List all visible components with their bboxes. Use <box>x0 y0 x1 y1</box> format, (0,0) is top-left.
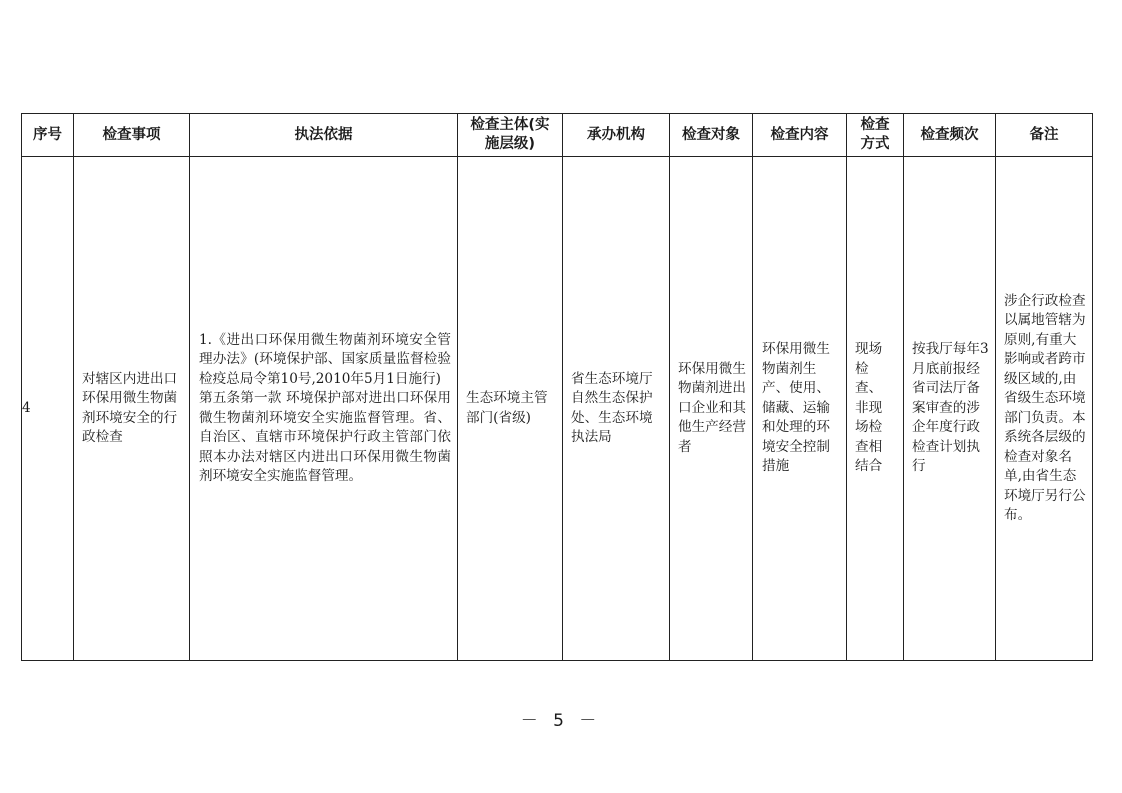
header-method-label: 检查方式 <box>860 117 890 152</box>
cell-item <box>74 157 190 661</box>
table-row <box>22 157 1093 661</box>
cell-method-text: 现场检查、非现场检查相结合 <box>855 341 883 475</box>
cell-remark-text: 涉企行政检查以属地管辖为原则,有重大影响或者跨市级区域的,由省级生态环境部门负责。本系统各层级的检查对象名单,由省生态环境厅另行公布。 <box>1004 292 1086 523</box>
cell-subject-text: 生态环境主管部门(省级) <box>466 390 548 426</box>
cell-target <box>670 157 753 661</box>
basis-article: 第五条第一款 环境保护部对进出口环保用微生物菌剂环境安全实施监督管理。省、自治区、直辖市环境保护行政主管部门依照本办法对辖区内进出口环保用微生物菌剂环境安全实施监督管理。 <box>199 390 451 484</box>
header-subject <box>458 114 563 157</box>
cell-remark <box>996 157 1093 661</box>
cell-no: 4 <box>22 157 74 661</box>
cell-content-text: 环保用微生物菌剂生产、使用、储藏、运输和处理的环境安全控制措施 <box>762 341 830 475</box>
header-remark: 备注 <box>996 114 1093 157</box>
cell-frequency-text: 按我厅每年3月底前报经省司法厅备案审查的涉企年度行政检查计划执行 <box>912 341 989 475</box>
header-basis: 执法依据 <box>190 114 458 157</box>
header-item: 检查事项 <box>74 114 190 157</box>
cell-method <box>847 157 904 661</box>
cell-item-text: 对辖区内进出口环保用微生物菌剂环境安全的行政检查 <box>82 370 178 445</box>
header-method <box>847 114 904 157</box>
cell-content <box>753 157 847 661</box>
header-frequency: 检查频次 <box>904 114 996 157</box>
header-agency: 承办机构 <box>563 114 670 157</box>
basis-reference: 1.《进出口环保用微生物菌剂环境安全管理办法》(环境保护部、国家质量监督检验检疫总局令第10号,2010年5月1日施行) <box>199 331 451 387</box>
page-number: － 5 － <box>520 711 602 731</box>
cell-agency <box>563 157 670 661</box>
cell-frequency <box>904 157 996 661</box>
cell-basis <box>190 157 458 661</box>
cell-agency-text: 省生态环境厅自然生态保护处、生态环境执法局 <box>571 370 653 445</box>
header-target: 检查对象 <box>670 114 753 157</box>
header-content: 检查内容 <box>753 114 847 157</box>
inspection-table <box>21 113 1093 661</box>
header-no: 序号 <box>22 114 74 157</box>
header-subject-label: 检查主体(实施层级) <box>470 117 550 152</box>
table-header-row <box>22 114 1093 157</box>
cell-subject <box>458 157 563 661</box>
cell-target-text: 环保用微生物菌剂进出口企业和其他生产经营者 <box>678 360 746 455</box>
